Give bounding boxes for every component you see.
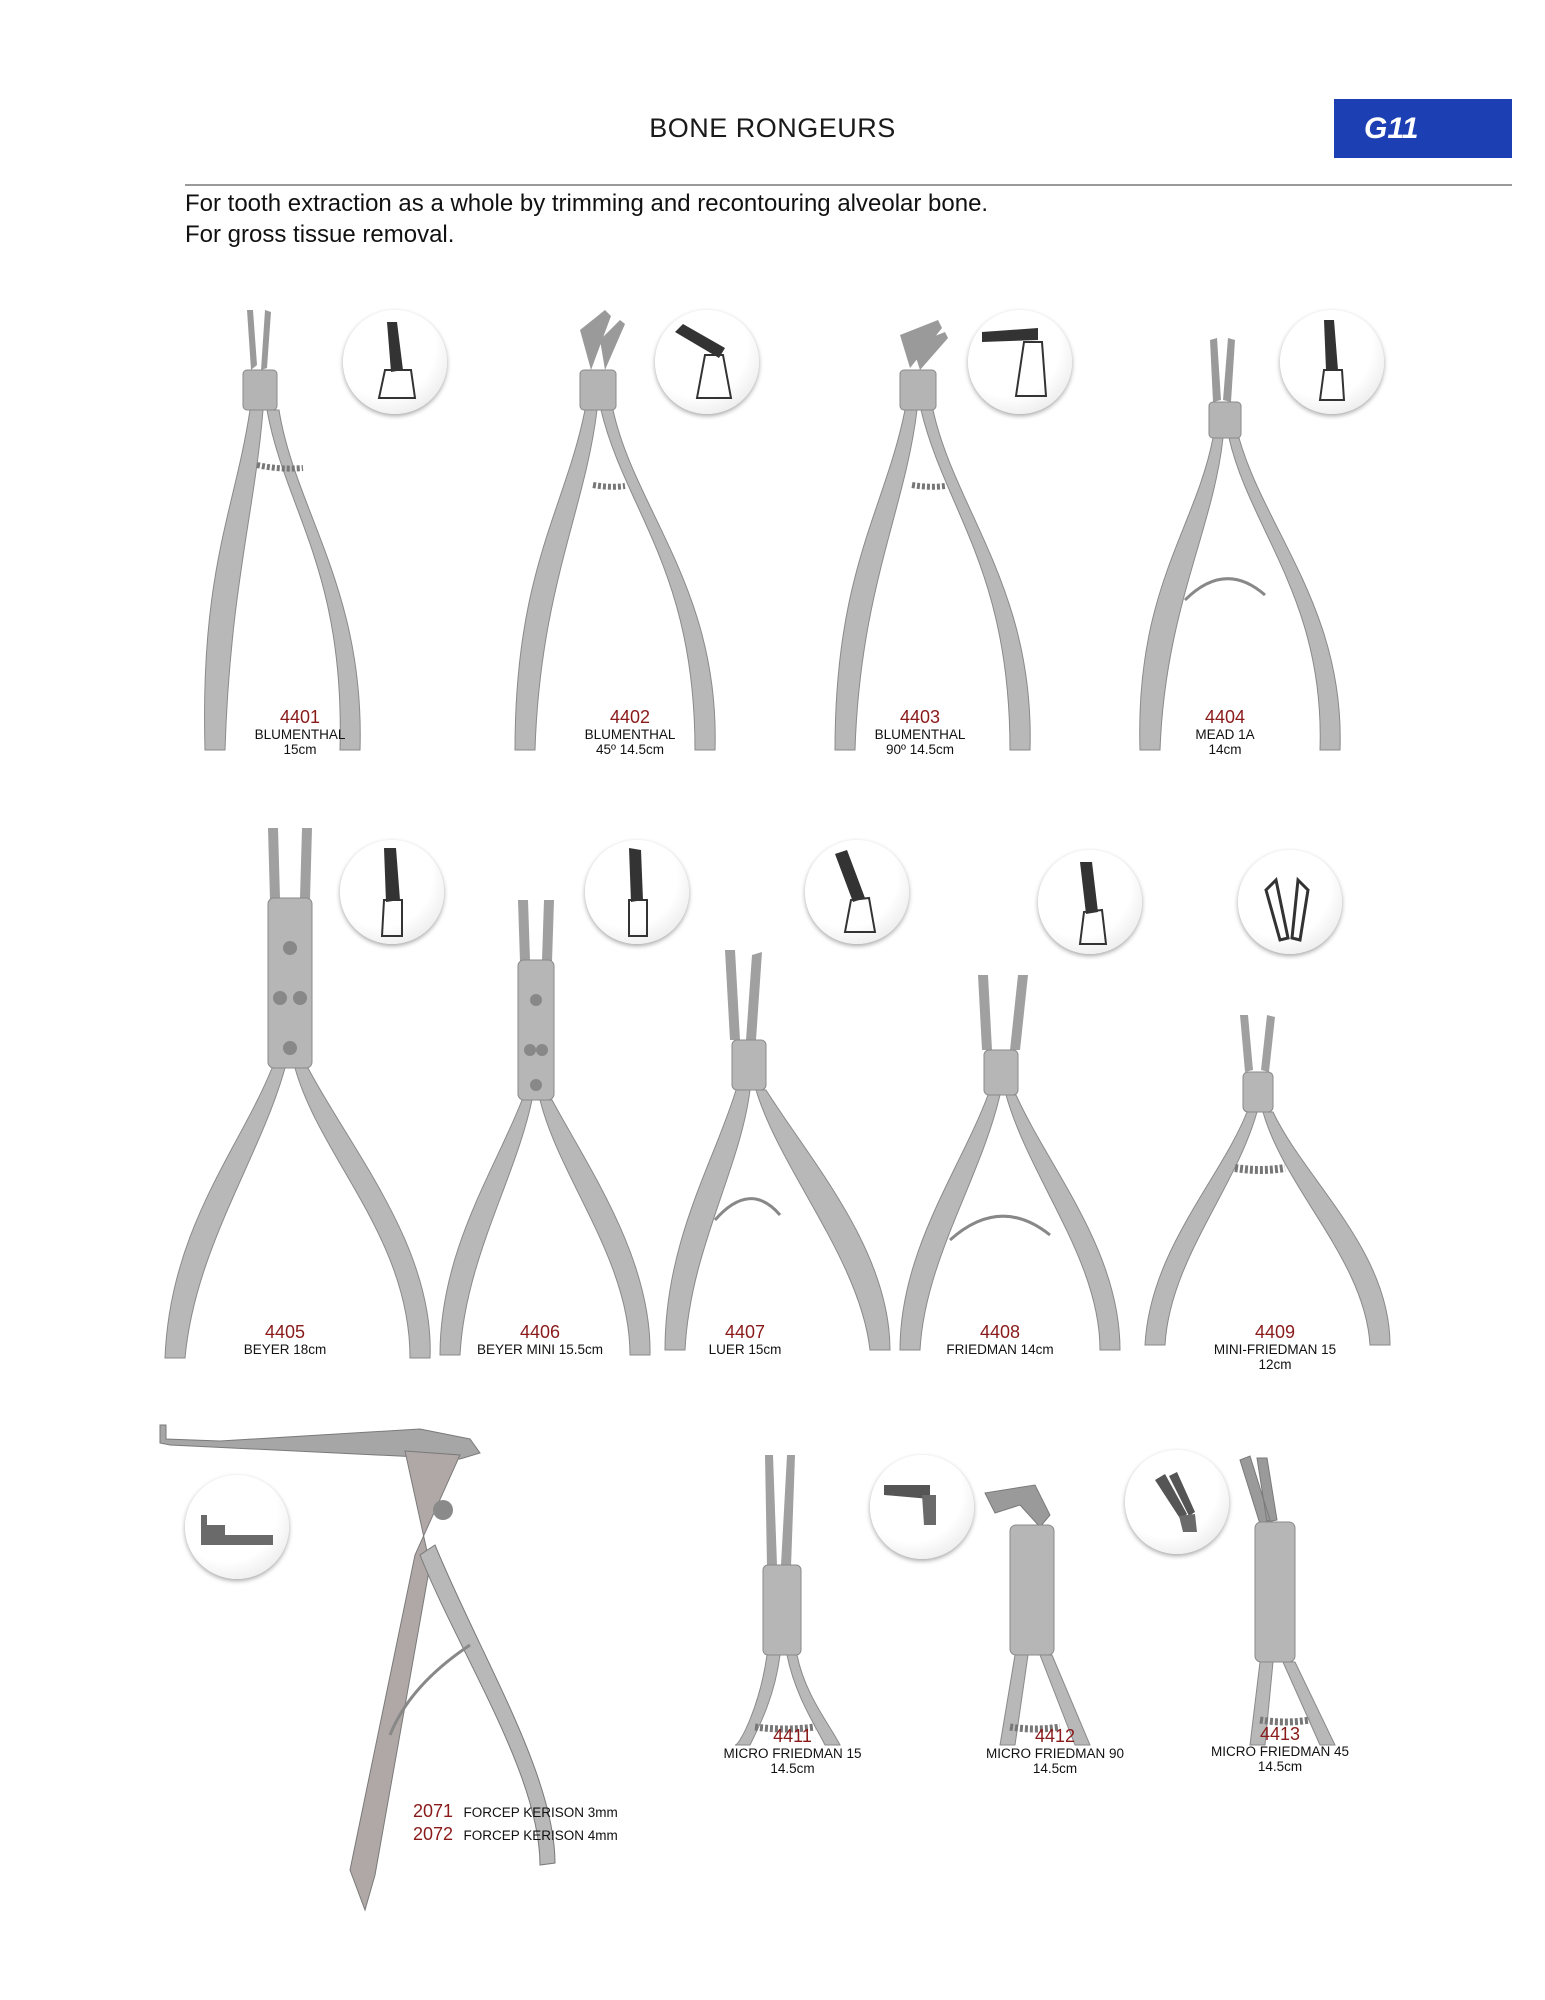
header-divider: [185, 184, 1512, 186]
product-4406: [430, 840, 680, 1365]
tip-detail-icon: [1038, 850, 1142, 954]
product-name: BLUMENTHAL: [874, 726, 966, 742]
product-size: 14.5cm: [1032, 1760, 1078, 1776]
product-caption: [430, 1323, 650, 1358]
product-name: BLUMENTHAL: [254, 726, 346, 742]
product-name: LUER 15cm: [708, 1341, 782, 1357]
product-code: 4401: [279, 707, 321, 727]
product-name: MICRO FRIEDMAN 90: [985, 1745, 1124, 1761]
product-code: 4409: [1254, 1322, 1296, 1342]
product-name: MEAD 1A: [1195, 726, 1255, 742]
product-4405: [160, 828, 460, 1368]
intro-line-1: For tooth extraction as a whole by trimming and recontouring alveolar bone.: [185, 190, 989, 217]
product-4413: [1125, 1450, 1385, 1805]
intro-line-2: For gross tissue removal.: [185, 221, 455, 248]
product-code: 4407: [724, 1322, 766, 1342]
product-size: 12cm: [1258, 1356, 1292, 1372]
page-tab: G11: [1334, 99, 1512, 158]
product-4411: [705, 1455, 885, 1805]
product-name: MINI-FRIEDMAN 15: [1213, 1341, 1337, 1357]
product-code: 4411: [773, 1726, 812, 1746]
product-code: 4406: [519, 1322, 561, 1342]
product-4404: [1125, 310, 1385, 770]
product-code: 4413: [1259, 1724, 1301, 1744]
product-caption: [820, 708, 1020, 757]
kerison-item: [413, 1823, 618, 1846]
kerison-item: [413, 1800, 618, 1823]
product-size: 15cm: [283, 741, 317, 757]
product-size: 14cm: [1208, 741, 1242, 757]
product-caption: [705, 1727, 880, 1776]
product-code: 4403: [899, 707, 941, 727]
product-caption: [970, 1727, 1140, 1776]
product-4408: [890, 850, 1150, 1365]
product-code: 4402: [609, 707, 651, 727]
product-4409: [1135, 850, 1405, 1380]
product-code: 2072: [413, 1824, 454, 1844]
product-name: MICRO FRIEDMAN 15: [723, 1745, 862, 1761]
product-4407: [660, 840, 920, 1365]
product-code: 2071: [413, 1801, 454, 1821]
product-caption: [505, 708, 755, 757]
product-name: FORCEP KERISON 4mm: [463, 1828, 618, 1843]
product-code: 4405: [264, 1322, 306, 1342]
product-code: 4404: [1204, 707, 1246, 727]
product-size: 14.5cm: [1257, 1758, 1303, 1774]
product-4401: [195, 310, 405, 770]
tip-detail-icon: [1280, 310, 1384, 414]
tip-detail-icon: [343, 310, 447, 414]
product-size: 14.5cm: [770, 1760, 815, 1776]
product-caption: [200, 1323, 370, 1358]
product-name: FORCEP KERISON 3mm: [463, 1805, 618, 1820]
product-caption: [1185, 1323, 1365, 1372]
product-caption: [680, 1323, 810, 1358]
product-4403: [820, 310, 1080, 770]
product-caption: [925, 1323, 1075, 1358]
tip-detail-icon: [1238, 850, 1342, 954]
tip-detail-icon: [968, 310, 1072, 414]
product-code: 4408: [979, 1322, 1021, 1342]
product-name: FRIEDMAN 14cm: [946, 1341, 1054, 1357]
tip-detail-icon: [185, 1475, 289, 1579]
product-size: 45º 14.5cm: [596, 741, 664, 757]
tip-detail-icon: [340, 840, 444, 944]
kerison-caption: [413, 1800, 618, 1846]
product-size: 90º 14.5cm: [886, 741, 954, 757]
product-name: BLUMENTHAL: [584, 726, 676, 742]
product-name: BEYER 18cm: [243, 1341, 327, 1357]
product-4412: [870, 1455, 1150, 1805]
product-name: MICRO FRIEDMAN 45: [1210, 1743, 1349, 1759]
product-caption: [195, 708, 405, 757]
product-name: BEYER MINI 15.5cm: [476, 1341, 604, 1357]
page-title: BONE RONGEURS: [649, 113, 896, 143]
product-4402: [505, 310, 755, 770]
product-code: 4412: [1034, 1726, 1076, 1746]
product-caption: [1195, 1725, 1365, 1774]
tip-detail-icon: [655, 310, 759, 414]
intro-text: [185, 188, 988, 250]
product-caption: [1140, 708, 1310, 757]
